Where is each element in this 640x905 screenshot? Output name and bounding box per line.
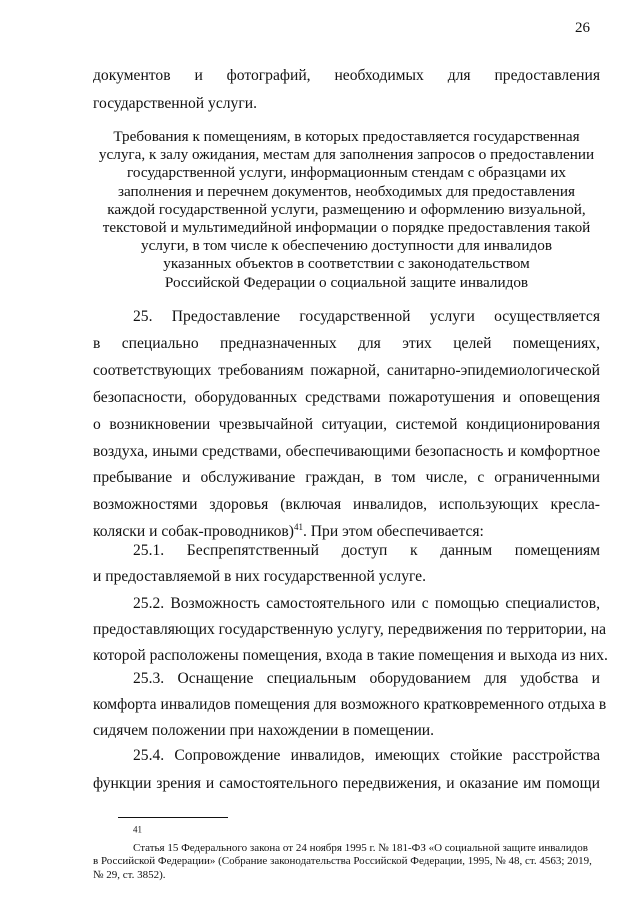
- heading-line: заполнения и перечнем документов, необходимых для предоставления: [117, 182, 576, 200]
- text-line: соответствующих требованиям пожарной, санитарно-эпидемиологической: [93, 361, 600, 379]
- footnote-line: [93, 824, 600, 855]
- text-line: безопасности, оборудованных средствами пожаротушения и оповещения: [93, 388, 600, 406]
- heading-line: текстовой и мультимедийной информации о порядке предоставления такой: [102, 219, 591, 237]
- text-line: пребывание и обслуживание граждан, в том числе, с ограниченными: [93, 469, 600, 487]
- text-line: в специально предназначенных для этих целей помещениях,: [93, 334, 600, 352]
- text-line: комфорта инвалидов помещения для возможного кратковременного отдыха в: [93, 696, 607, 713]
- text-line: 25.3. Оснащение специальным оборудованием для удобства и: [133, 670, 600, 687]
- heading-line: указанных объектов в соответствии с законодательством: [163, 255, 530, 273]
- text-line: предоставляющих государственную услугу, передвижения по территории, на: [93, 621, 607, 638]
- footnote-line: в Российской Федерации» (Собрание законодательства Российской Федерации, 1995, № 48, ст. 4563; 2019,: [93, 855, 592, 867]
- text-fragment: коляски и собак-проводников): [93, 523, 294, 541]
- heading-line: услуги, в том числе к обеспечению доступности для инвалидов: [140, 237, 552, 255]
- text-line: которой расположены помещения, входа в такие помещения и выхода из них.: [93, 647, 608, 664]
- footnote-separator: [118, 817, 228, 818]
- intro-paragraph: [93, 62, 600, 118]
- footnote-line: № 29, ст. 3852).: [93, 868, 166, 881]
- text-line: о возникновении чрезвычайной ситуации, системой кондиционирования: [93, 415, 600, 433]
- text-line: сидячем положении при нахождении в помещении.: [93, 722, 435, 739]
- heading-line: государственной услуги, информационным стендам с образцами их: [127, 164, 566, 182]
- heading-line: услуга, к залу ожидания, местам для заполнения запросов о предоставлении: [98, 146, 595, 164]
- text-line: 25.4. Сопровождение инвалидов, имеющих стойкие расстройства: [133, 747, 600, 764]
- heading-line: Российской Федерации о социальной защите инвалидов: [164, 273, 529, 291]
- text-line: воздуха, иными средствами, обеспечивающими безопасность и комфортное: [93, 442, 600, 460]
- section-heading: [93, 128, 600, 292]
- heading-line: каждой государственной услуги, размещению и оформлению визуальной,: [107, 200, 586, 218]
- paragraph-25: [93, 304, 600, 546]
- footnote: [93, 824, 600, 882]
- page-number: 26: [575, 20, 590, 36]
- text-line: 25.1. Беспрепятственный доступ к данным помещениям: [133, 542, 600, 559]
- paragraph-25-4: [93, 742, 600, 798]
- text-line: государственной услуги.: [93, 95, 257, 112]
- heading-line: Требования к помещениям, в которых предоставляется государственная: [113, 128, 580, 145]
- footnote-reference[interactable]: 41: [293, 522, 303, 533]
- footnote-marker: 41: [133, 824, 142, 835]
- text-line: возможностями здоровья (включая инвалидов, использующих кресла-: [93, 496, 600, 514]
- footnote-text: Статья 15 Федерального закона от 24 ноября 1995 г. № 181-ФЗ «О социальной защите инвалидов: [133, 841, 588, 854]
- text-fragment: . При этом обеспечивается:: [302, 523, 484, 541]
- text-line: документов и фотографий, необходимых для предоставления: [93, 67, 600, 84]
- text-line: и предоставляемой в них государственной услуге.: [93, 568, 426, 585]
- text-line: функции зрения и самостоятельного передвижения, и оказание им помощи: [93, 775, 600, 792]
- paragraph-25-3: [93, 666, 607, 744]
- paragraph-25-1: [93, 538, 600, 590]
- paragraph-25-2: [93, 591, 608, 669]
- text-line: 25. Предоставление государственной услуги осуществляется: [133, 308, 600, 325]
- text-line: 25.2. Возможность самостоятельного или с помощью специалистов,: [133, 595, 600, 612]
